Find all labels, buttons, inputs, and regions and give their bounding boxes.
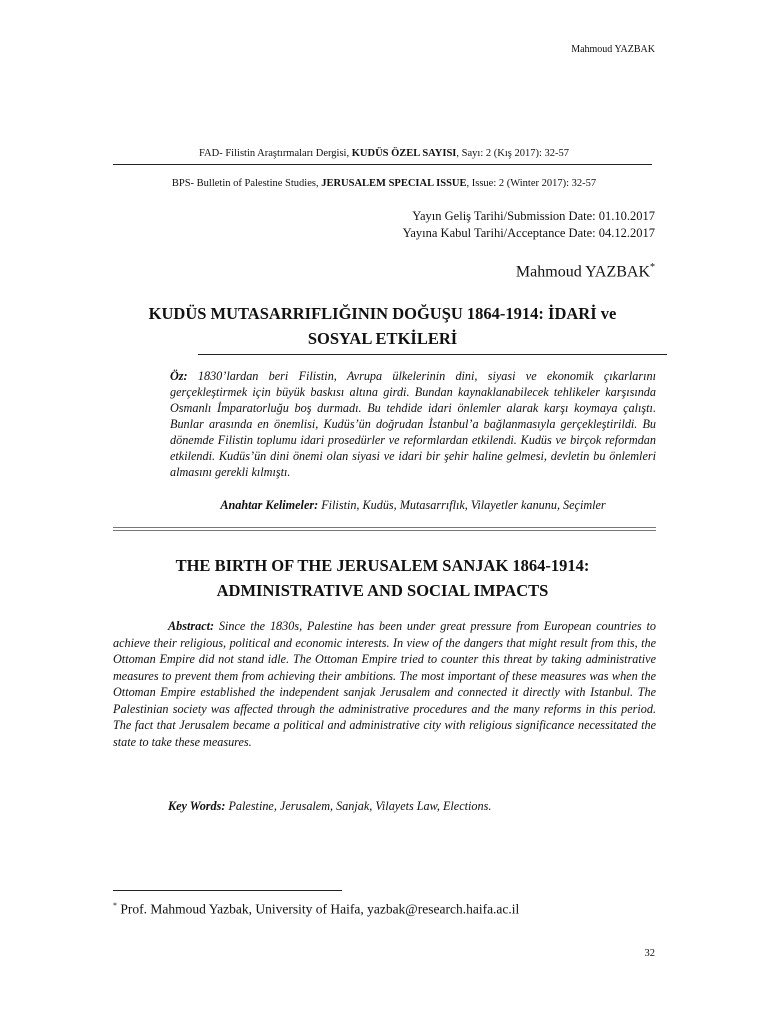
- journal-en-issue: JERUSALEM SPECIAL ISSUE: [321, 178, 467, 189]
- title-turkish: [113, 301, 652, 351]
- journal-en-suffix: , Issue: 2 (Winter 2017): 32-57: [466, 178, 597, 189]
- acceptance-date: Yayına Kabul Tarihi/Acceptance Date: 04.12.2017: [402, 226, 655, 240]
- abstract-english: [113, 618, 656, 750]
- journal-en-prefix: BPS- Bulletin of Palestine Studies,: [171, 178, 322, 189]
- abstract-tr-text: 1830’lardan beri Filistin, Avrupa ülkelerinin dini, siyasi ve ekonomik çıkarlarını gerçekleştirmek için büyük baskısı altına girdi. Bundan kaynaklanabilecek tehlikeler karşısında Osmanlı İmparatorluğu boş durmadı. Bu tehdide idari önlemler alarak karşı koymaya çalıştı. Bunlar arasında en önemlisi, Kudüs’ün doğrudan İstanbul’a bağlanmasıyla gerçekleştirildi. Bu dönemde Filistin toplumu idari prosedürler ve reformlardan etkilendi. Kudüs ve birçok reformdan etkilendi. Kudüs’ün dini önemi olan siyasi ve idari bir şehir haline gelmesi, devletin bu önlemleri almasını gerekli kılmıştı.: [170, 369, 656, 479]
- keywords-en-label: Key Words:: [168, 799, 226, 813]
- journal-tr-suffix: , Sayı: 2 (Kış 2017): 32-57: [456, 148, 569, 159]
- author-name: [516, 262, 655, 281]
- title-en-line1: THE BIRTH OF THE JERUSALEM SANJAK 1864-1914:: [175, 556, 590, 575]
- keywords-en-text: Palestine, Jerusalem, Sanjak, Vilayets Law, Elections.: [225, 799, 492, 813]
- footnote-mark: *: [113, 901, 117, 910]
- running-head: Mahmoud YAZBAK: [571, 44, 655, 55]
- journal-citation-en: [0, 178, 768, 189]
- keywords-tr-text: Filistin, Kudüs, Mutasarrıflık, Vilayetler kanunu, Seçimler: [318, 498, 606, 512]
- author-footnote-mark: *: [650, 262, 655, 273]
- title-english: [113, 553, 652, 603]
- submission-dates: [403, 208, 655, 242]
- footnote-rule: [113, 890, 342, 891]
- abstract-turkish: [170, 368, 656, 480]
- abstract-en-label: Abstract:: [168, 619, 215, 633]
- journal-tr-issue: KUDÜS ÖZEL SAYISI: [351, 148, 457, 159]
- keywords-turkish: [170, 498, 656, 513]
- abstract-en-text: Since the 1830s, Palestine has been under great pressure from European countries to achieve their religious, political and economic interests. In view of the dangers that might result from this, the Ottoman Empire did not stand idle. The Ottoman Empire tried to counter this threat by taking administrative measures to prevent them from achieving their ambitions. The most important of these measures was when the Ottoman Empire established the independent sanjak Jerusalem and connected it directly with Istanbul. The Palestinian society was affected through the administrative procedures and the many reforms in this period. The fact that Jerusalem became a political and administrative city with religious significance necessitated the state to take these measures.: [113, 619, 656, 749]
- journal-citation-tr: [0, 148, 768, 159]
- keywords-tr-label: Anahtar Kelimeler:: [220, 498, 319, 512]
- title-rule: [198, 354, 667, 355]
- author-name-text: Mahmoud YAZBAK: [515, 263, 650, 281]
- section-divider: [113, 527, 656, 533]
- header-rule: [113, 164, 652, 165]
- title-tr-line2: SOSYAL ETKİLERİ: [307, 329, 458, 348]
- journal-tr-prefix: FAD- Filistin Araştırmaları Dergisi,: [199, 148, 352, 159]
- page-number: 32: [644, 948, 655, 959]
- title-en-line2: ADMINISTRATIVE AND SOCIAL IMPACTS: [216, 581, 549, 600]
- footnote-text: Prof. Mahmoud Yazbak, University of Haifa, yazbak@research.haifa.ac.il: [117, 901, 520, 917]
- submission-date: Yayın Geliş Tarihi/Submission Date: 01.10.2017: [412, 209, 655, 223]
- footnote: [113, 901, 519, 918]
- keywords-english: [168, 799, 491, 814]
- abstract-tr-label: Öz:: [170, 369, 188, 383]
- title-tr-line1: KUDÜS MUTASARRIFLIĞININ DOĞUŞU 1864-1914: İDARİ ve: [148, 304, 617, 323]
